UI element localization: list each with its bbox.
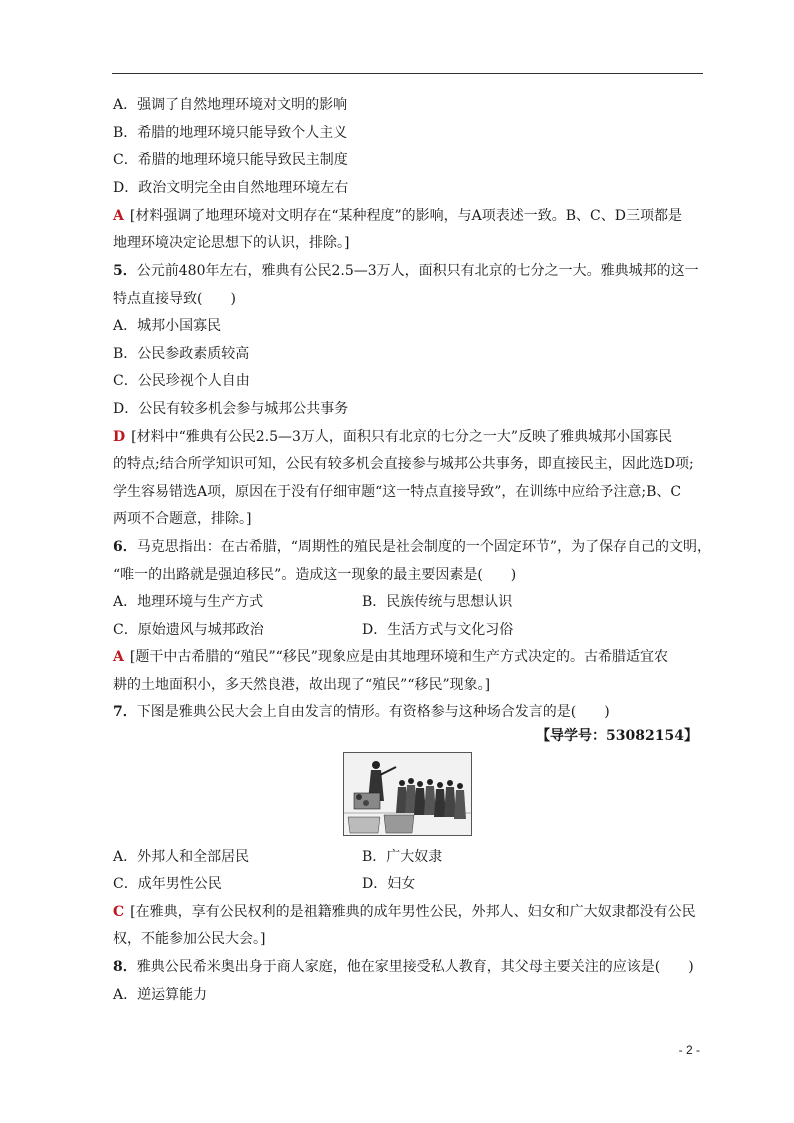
q6-explanation-line2: 耕的土地面积小，多天然良港，故出现了“殖民”“移民”现象。] [113, 677, 491, 693]
q6-number: 6． [113, 539, 137, 555]
q5-stem-line1 [113, 262, 699, 280]
page-number: - 2 - [678, 1043, 700, 1057]
q5-answer: D [113, 429, 126, 445]
q7-options-row2 [113, 875, 222, 893]
q7-option-c: C．成年男性公民 [113, 876, 222, 892]
q4-option-d: D．政治文明完全由自然地理环境左右 [113, 180, 349, 196]
q6-options-row2 [113, 621, 264, 639]
assembly-illustration-svg [344, 753, 471, 835]
q6-option-b: B．民族传统与思想认识 [362, 594, 513, 610]
q5-explanation-line3: 学生容易错选A项，原因在于没有仔细审题“这一特点直接导致”，在训练中应给予注意;B、C [113, 484, 682, 500]
q7-explanation-line2: 权，不能参加公民大会。] [113, 931, 266, 947]
q7-option-d: D．妇女 [362, 876, 416, 892]
q4-option-a: A．强调了自然地理环境对文明的影响 [113, 97, 348, 113]
q6-explanation-text: [题干中古希腊的“殖民”“移民”现象应是由其地理环境和生产方式决定的。古希腊适宜农 [129, 649, 668, 665]
q4-answer: A [113, 208, 124, 224]
q4-explanation-line2: 地理环境决定论思想下的认识，排除。] [113, 235, 350, 251]
q7-explanation-line1 [113, 903, 696, 921]
q6-answer: A [113, 649, 124, 665]
q6-option-a: A．地理环境与生产方式 [113, 594, 264, 610]
q8-number: 8． [113, 959, 137, 975]
q4-explanation-text: [材料强调了地理环境对文明存在“某种程度”的影响，与A项表述一致。B、C、D三项都是 [129, 208, 682, 224]
q5-explanation-text: [材料中“雅典有公民2.5—3万人，面积只有北京的七分之一大”反映了雅典城邦小国寡民 [131, 429, 673, 445]
q7-stem [113, 703, 610, 721]
q7-number: 7． [113, 704, 137, 720]
assembly-illustration [343, 752, 472, 836]
q6-option-c: C．原始遗风与城邦政治 [113, 622, 264, 638]
q5-explanation-line2: 的特点;结合所学知识可知，公民有较多机会直接参与城邦公共事务，即直接民主，因此选D项; [113, 456, 694, 472]
q8-option-a: A．逆运算能力 [113, 987, 208, 1003]
q5-option-c: C．公民珍视个人自由 [113, 373, 250, 389]
header-rule [112, 73, 703, 74]
q7-option-b: B．广大奴隶 [362, 849, 443, 865]
q5-option-d: D．公民有较多机会参与城邦公共事务 [113, 401, 349, 417]
q5-stem-line2: 特点直接导致( ) [113, 291, 236, 307]
q7-stem-text: 下图是雅典公民大会上自由发言的情形。有资格参与这种场合发言的是( ) [136, 704, 610, 720]
q6-options-row1 [113, 593, 263, 611]
q5-explanation-line1 [113, 428, 672, 446]
q5-stem-text: 公元前480年左右，雅典有公民2.5—3万人，面积只有北京的七分之一大。雅典城邦的这一 [136, 263, 699, 279]
q7-answer: C [113, 904, 125, 920]
q6-stem-text: 马克思指出：在古希腊，“周期性的殖民是社会制度的一个固定环节”，为了保存自己的文明， [136, 539, 712, 555]
q6-stem-line2: “唯一的出路就是强迫移民”。造成这一现象的最主要因素是( ) [113, 567, 517, 583]
q5-explanation-line4: 两项不合题意，排除。] [113, 511, 252, 527]
guide-number: 【导学号：53082154】 [536, 728, 698, 744]
q4-explanation-line1 [113, 207, 682, 225]
q6-stem-line1 [113, 538, 711, 556]
q4-option-c: C．希腊的地理环境只能导致民主制度 [113, 152, 348, 168]
q6-explanation-line1 [113, 648, 668, 666]
q5-number: 5． [113, 263, 137, 279]
q7-options-row1 [113, 848, 249, 866]
q5-option-a: A．城邦小国寡民 [113, 318, 222, 334]
q4-option-b: B．希腊的地理环境只能导致个人主义 [113, 125, 348, 141]
q8-stem [113, 958, 694, 976]
q8-stem-text: 雅典公民希米奥出身于商人家庭，他在家里接受私人教育，其父母主要关注的应该是( ) [136, 959, 694, 975]
q7-option-a: A．外邦人和全部居民 [113, 849, 250, 865]
q7-explanation-text: [在雅典，享有公民权利的是祖籍雅典的成年男性公民，外邦人、妇女和广大奴隶都没有公民 [130, 904, 696, 920]
q5-option-b: B．公民参政素质较高 [113, 346, 250, 362]
q6-option-d: D．生活方式与文化习俗 [362, 622, 514, 638]
